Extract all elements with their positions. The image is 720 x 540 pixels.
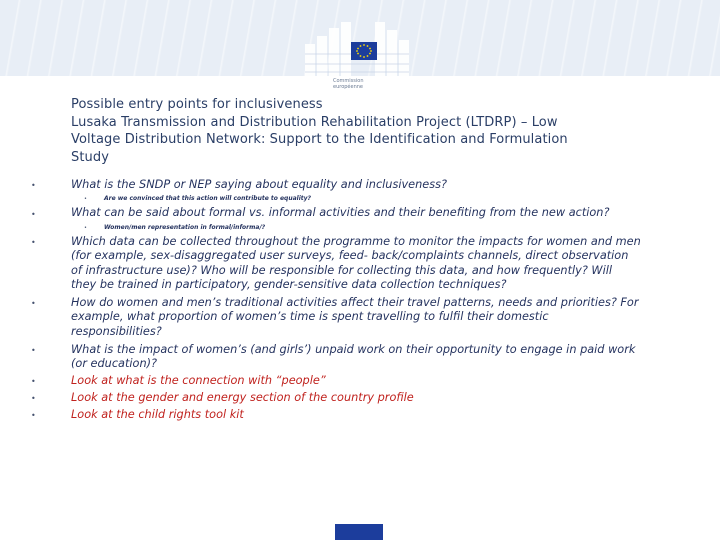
title-line: Possible entry points for inclusiveness bbox=[71, 97, 323, 112]
bullet-line: (or education)? bbox=[71, 357, 158, 371]
title-line: Voltage Distribution Network: Support to the Identification and Formulation bbox=[71, 132, 568, 148]
title-line: Lusaka Transmission and Distribution Rehabilitation Project (LTDRP) – Low bbox=[71, 114, 558, 130]
bullet-line: of infrastructure use)? Who will be responsible for collecting this data, and how frequently? Will bbox=[71, 263, 612, 277]
ec-logo-text bbox=[333, 78, 393, 90]
bullet-icon: • bbox=[31, 346, 36, 355]
bullet-line: What is the impact of women’s (and girls’) unpaid work on their opportunity to engage in paid work bbox=[71, 343, 636, 356]
bullet-icon: • bbox=[31, 394, 36, 403]
bullet-icon: • bbox=[31, 181, 36, 190]
bullet-line: Which data can be collected throughout the programme to monitor the impacts for women and men bbox=[71, 235, 641, 248]
sub-bullet-text: Women/men representation in formal/informa/? bbox=[104, 224, 266, 231]
bullet-text bbox=[71, 343, 686, 372]
slide-title bbox=[71, 96, 691, 166]
logo-text-line2: européenne bbox=[333, 84, 363, 90]
bullet-line: How do women and men’s traditional activities affect their travel patterns, needs and priorities? For bbox=[71, 296, 639, 309]
bullet-icon: • bbox=[31, 377, 36, 386]
logo-text-line1: Commission bbox=[333, 78, 364, 84]
bullet-line: example, what proportion of women’s time is spent travelling to fulfil their domestic bbox=[71, 310, 549, 324]
sub-bullet-text: Are we convinced that this action will contribute to equality? bbox=[104, 195, 312, 202]
bullet-line: they be trained in participatory, gender-sensitive data collection techniques? bbox=[71, 277, 507, 291]
bullet-icon: • bbox=[31, 210, 36, 219]
bullet-text: Look at the gender and energy section of the country profile bbox=[71, 391, 414, 404]
bullet-icon: • bbox=[31, 238, 36, 247]
bullet-line: (for example, sex-disaggregated user surveys, feed- back/complaints channels, direct observation bbox=[71, 249, 629, 263]
bullet-icon: • bbox=[31, 299, 36, 308]
sub-bullet-icon: • bbox=[84, 196, 87, 202]
bullet-icon: • bbox=[31, 411, 36, 420]
bullet-text: Look at the child rights tool kit bbox=[71, 408, 244, 421]
bullet-text bbox=[71, 235, 686, 292]
sub-bullet-icon: • bbox=[84, 225, 87, 231]
bullet-text: What is the SNDP or NEP saying about equality and inclusiveness? bbox=[71, 178, 447, 191]
title-line: Study bbox=[71, 149, 110, 165]
bullet-text: Look at what is the connection with “people” bbox=[71, 374, 326, 387]
footer-eu-flag bbox=[335, 524, 383, 540]
bullet-text bbox=[71, 296, 686, 339]
bullet-text: What can be said about formal vs. informal activities and their benefiting from the new action? bbox=[71, 206, 610, 219]
bullet-line: responsibilities? bbox=[71, 324, 162, 338]
